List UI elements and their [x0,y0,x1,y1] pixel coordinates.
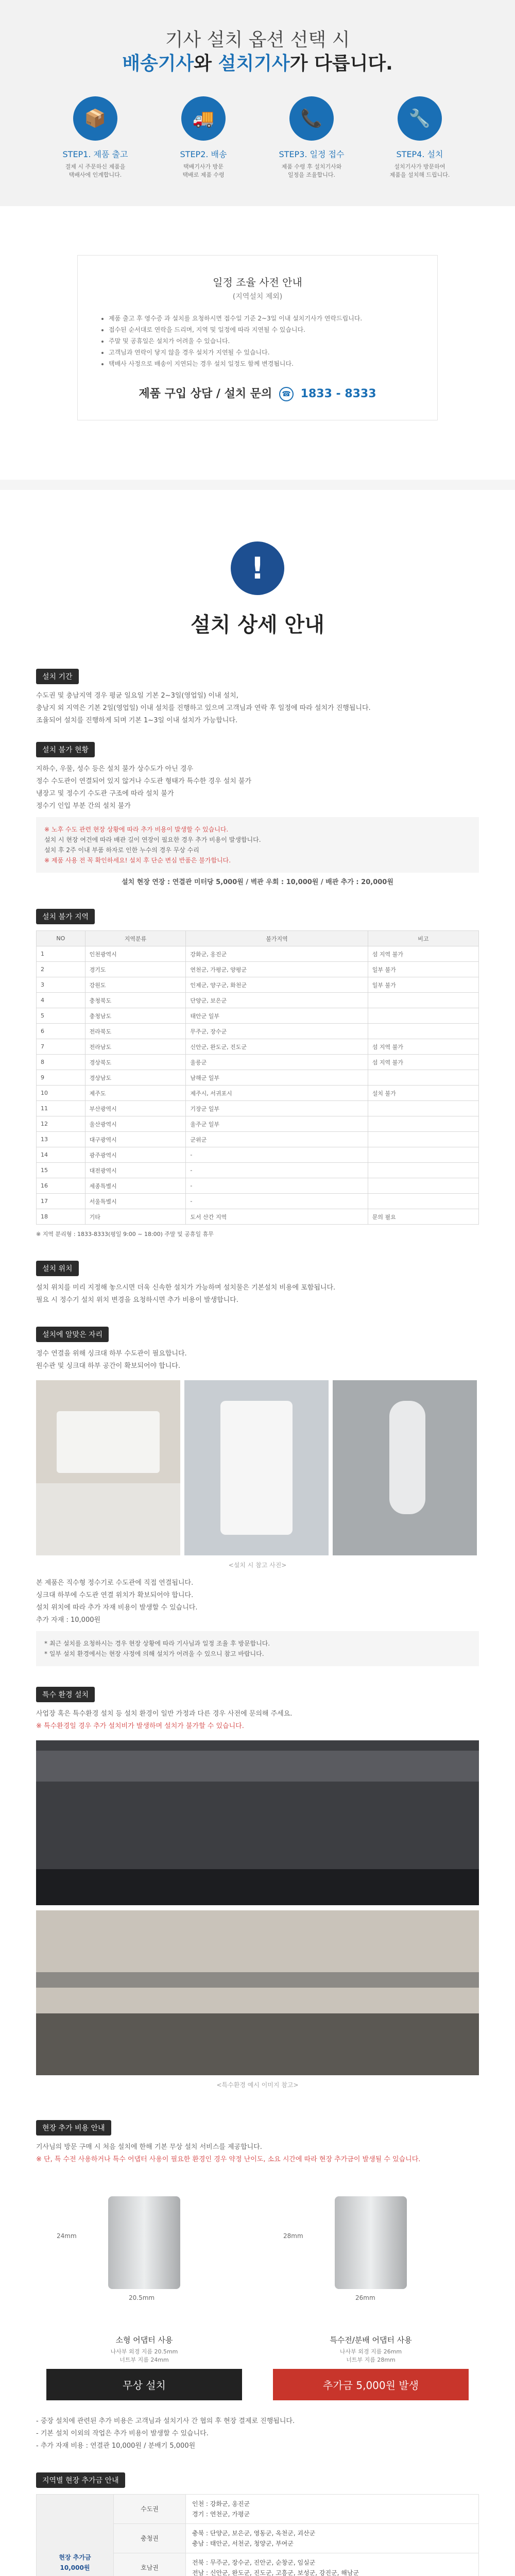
table-cell: 강원도 [85,977,186,993]
wrench-icon: 🔧 [398,96,442,141]
table-row [37,1101,479,1116]
fitting-dim-2: 24mm [57,2232,77,2240]
table-cell: 서울특별시 [85,1194,186,1209]
notice-subtitle: (지역설치 제외) [232,293,283,301]
table-cell: 경상북도 [85,1055,186,1070]
hero-line1: 기사 설치 옵션 선택 시 [165,29,350,50]
extra-cost-tag: 추가금 5,000원 발생 [273,2369,469,2400]
section-special [0,1687,515,2089]
method-line: 설치 위치를 미리 지정해 놓으시면 더욱 신속한 설치가 가능하며 설치물은 기본설치 비용에 포함됩니다. [36,1284,336,1292]
table-cell: 제주시, 서귀포시 [186,1086,368,1101]
table-cell: 18 [37,1209,85,1225]
table-cell: 5 [37,1008,85,1024]
table-row [37,1178,479,1194]
table-header-cell: 불가지역 [186,931,368,946]
table-cell: 일부 불가 [368,962,478,977]
region-list: 인천 : 강화군, 옹진군 경기 : 연천군, 가평군 [186,2495,479,2524]
table-cell: 13 [37,1132,85,1147]
table-cell: 설치 불가 [368,1086,478,1101]
fitting-note: - 중장 설치에 관련된 추가 비용은 고객님과 설치기사 간 협의 후 현장 결제로 진행됩니다. [36,2417,295,2425]
fitting-spec: 나사부 외경 지름 20.5mm 너트부 지름 24mm [110,2348,178,2363]
hero-delivery-driver: 배송기사 [122,53,194,74]
method-line: 필요 시 정수기 설치 위치 변경을 요청하시면 추가 비용이 발생합니다. [36,1296,238,1304]
table-header-cell: NO [37,931,85,946]
step-4 [381,96,458,179]
table-cell: 11 [37,1101,85,1116]
fitting-text [36,2142,479,2165]
label-region-surcharge: 지역별 현장 추가금 안내 [36,2472,125,2488]
fitting-name: 특수전/분배 어댑터 사용 [330,2335,412,2345]
location-notes [36,1578,479,1626]
table-cell: 섬 지역 불가 [368,1055,478,1070]
special-text [36,1708,479,1732]
table-cell: 단양군, 보은군 [186,993,368,1008]
photo-kitchen-3 [333,1380,477,1555]
fitting-dim-1: 26mm [355,2294,375,2301]
table-cell: - [186,1178,368,1194]
table-row [37,946,479,962]
notice-item: • 주말 및 공휴일은 설치가 어려울 수 있습니다. [109,335,417,347]
region-row [37,2495,479,2524]
table-cell: 2 [37,962,85,977]
table-cell: 6 [37,1024,85,1039]
table-cell: 연천군, 가평군, 양평군 [186,962,368,977]
table-cell: 경상남도 [85,1070,186,1086]
install-method-text [36,1282,479,1306]
photo-kitchen-1 [36,1380,180,1555]
label-region-table: 설치 불가 지역 [36,909,95,924]
install-cost-text [36,764,479,812]
table-cell: 세종특별시 [85,1178,186,1194]
table-cell [368,1116,478,1132]
table-cell: 태안군 일부 [186,1008,368,1024]
phone-icon: 📞 [289,96,334,141]
region-area: 수도권 [114,2495,186,2524]
region-table [36,930,479,1225]
cost-line: 냉장고 및 정수기 수도관 구조에 따라 설치 불가 [36,790,174,798]
table-cell: 14 [37,1147,85,1163]
phone-label: 제품 구입 상담 / 설치 문의 [139,387,272,400]
hero-banner [0,0,515,206]
table-cell [368,1194,478,1209]
fitting-notes [36,2416,479,2452]
table-cell: 울산광역시 [85,1116,186,1132]
table-cell [368,1024,478,1039]
table-cell [368,1163,478,1178]
location-note: 설치 위치에 따라 추가 자재 비용이 발생할 수 있습니다. [36,1604,198,1612]
step-title: STEP1. 제품 출고 [62,149,128,159]
table-row [37,1194,479,1209]
table-cell: 전라북도 [85,1024,186,1039]
table-cell: 무주군, 장수군 [186,1024,368,1039]
photo-kitchen-2 [184,1380,329,1555]
cost-highlight-line: 설치 시 현장 여건에 따라 배관 길이 연장이 필요한 경우 추가 비용이 발생합니다. [44,836,261,843]
region-list: 전북 : 무주군, 장수군, 진안군, 순창군, 임실군 전남 : 신안군, 완도군, 진도군, 고흥군, 보성군, 강진군, 해남군 [186,2553,479,2576]
install-period-text [36,690,479,726]
table-cell: 17 [37,1194,85,1209]
location-line: 정수 연결을 위해 싱크대 하부 수도관이 필요합니다. [36,1350,187,1358]
table-cell: - [186,1147,368,1163]
table-cell [368,1132,478,1147]
notice-list [109,313,417,369]
table-row [37,993,479,1008]
table-cell: 전라남도 [85,1039,186,1055]
table-row [37,1116,479,1132]
table-row [37,1055,479,1070]
fitting-image [46,2176,242,2330]
table-cell: 4 [37,993,85,1008]
photo-special-1 [36,1740,479,1905]
table-header-cell: 비고 [368,931,478,946]
table-row [37,1008,479,1024]
table-cell: 강화군, 옹진군 [186,946,368,962]
location-photos [36,1380,479,1555]
special-photos [36,1740,479,2075]
step-title: STEP2. 배송 [180,149,227,159]
label-install-method: 설치 위치 [36,1261,79,1276]
section-region-surcharge [0,2472,515,2576]
step-desc: 제품 수령 후 설치기사와 일정을 조율합니다. [281,163,342,178]
location-text [36,1348,479,1372]
fitting-note: - 기본 설치 이외의 작업은 추가 비용이 발생할 수 있습니다. [36,2430,209,2437]
exclamation-icon: ! [231,541,284,595]
fitting-dim-2: 28mm [283,2232,303,2240]
fitting-name: 소형 어댑터 사용 [115,2335,173,2345]
special-line: 사업장 혹은 특수환경 설치 등 설치 환경이 일반 가정과 다른 경우 사전에 문의해 주세요. [36,1710,293,1718]
fitting-row [36,2176,479,2400]
period-line: 수도권 및 충남지역 경우 평균 일요일 기본 2~3일(영업일) 이내 설치, [36,692,238,700]
notice-item: • 접수된 순서대로 연락을 드리며, 지역 및 일정에 따라 지연될 수 있습니다. [109,324,417,335]
location-caption: <설치 시 참고 사진> [228,1562,287,1569]
table-cell: 인천광역시 [85,946,186,962]
special-caption: <특수환경 예시 이미지 참고> [216,2081,299,2089]
table-cell: 충청북도 [85,993,186,1008]
table-header-cell: 지역분류 [85,931,186,946]
table-cell [368,993,478,1008]
label-fitting: 현장 추가 비용 안내 [36,2120,111,2136]
region-area: 충청권 [114,2524,186,2553]
cost-line: 정수 수도관이 연결되어 있지 않거나 수도관 형태가 특수한 경우 설치 불가 [36,777,252,785]
location-highlight-line: * 최근 설치를 요청하시는 경우 현장 상황에 따라 기사님과 일정 조율 후 방문합니다. [44,1640,270,1647]
location-note: 싱크대 하부에 수도관 연결 위치가 확보되어야 합니다. [36,1591,194,1599]
table-cell: 기타 [85,1209,186,1225]
table-cell: 일부 불가 [368,977,478,993]
notice-item: • 택배사 사정으로 배송이 지연되는 경우 설치 일정도 함께 변경됩니다. [109,358,417,369]
region-surcharge-table [36,2494,479,2576]
period-line: 조율되어 설치를 진행하게 되며 기본 1~3일 이내 설치가 가능합니다. [36,717,238,724]
table-cell: 인제군, 양구군, 화천군 [186,977,368,993]
location-note: 추가 자재 : 10,000원 [36,1616,101,1624]
table-row [37,977,479,993]
info-header [0,490,515,638]
install-cost-highlight [36,817,479,873]
cost-line: 정수기 인입 부분 간의 설치 불가 [36,802,131,810]
table-cell: 12 [37,1116,85,1132]
table-cell: 기장군 일부 [186,1101,368,1116]
contact-phone [98,385,417,401]
table-row [37,962,479,977]
free-install-tag: 무상 설치 [46,2369,242,2400]
cost-highlight-line: ※ 노후 수도 관련 현장 상황에 따라 추가 비용이 발생할 수 있습니다. [44,826,229,833]
table-row [37,1070,479,1086]
table-cell: 제주도 [85,1086,186,1101]
table-cell: 10 [37,1086,85,1101]
notice-wrap [0,206,515,420]
table-cell: 군위군 [186,1132,368,1147]
table-cell: - [186,1163,368,1178]
cost-highlight-line: ※ 제품 사용 전 꼭 확인하세요! 설치 후 단순 변심 반품은 불가합니다. [44,857,231,864]
table-cell [368,1070,478,1086]
table-cell: 광주광역시 [85,1147,186,1163]
step-desc: 설치기사가 방문하여 제품을 설치해 드립니다. [389,163,450,178]
location-line: 원수관 및 싱크대 하부 공간이 확보되어야 합니다. [36,1362,181,1370]
special-line: ※ 특수환경일 경우 추가 설치비가 발생하며 설치가 불가할 수 있습니다. [36,1722,244,1730]
table-row [37,1209,479,1225]
section-install-cost [0,742,515,888]
table-row [37,1086,479,1101]
notice-item: • 고객님과 연락이 닿지 않을 경우 설치가 지연될 수 있습니다. [109,347,417,358]
region-price: 현장 추가금 10,000원 [37,2495,114,2576]
table-cell: 대구광역시 [85,1132,186,1147]
table-cell: - [186,1194,368,1209]
location-highlight [36,1631,479,1666]
table-cell: 도서 산간 지역 [186,1209,368,1225]
fitting-line: ※ 단, 특 수전 사용하거나 특수 어댑터 사용이 필요한 환경인 경우 약정 난이도, 소요 시간에 따라 현장 추가금이 발생될 수 있습니다. [36,2156,421,2163]
divider [0,480,515,490]
table-cell: 7 [37,1039,85,1055]
table-cell: 15 [37,1163,85,1178]
box-icon: 📦 [73,96,117,141]
table-cell: 섬 지역 불가 [368,946,478,962]
fitting-card [46,2176,242,2400]
table-cell [368,1178,478,1194]
section-install-period [0,669,515,726]
table-cell: 대전광역시 [85,1163,186,1178]
phone-icon: ☎ [279,387,294,401]
cost-highlight-line: 설치 후 2주 이내 부품 하자로 인한 누수의 경우 무상 수리 [44,846,199,854]
table-cell: 9 [37,1070,85,1086]
table-cell: 신안군, 완도군, 진도군 [186,1039,368,1055]
hero-suffix: 가 다릅니다. [289,53,393,74]
period-line: 충남지 외 지역은 기본 2일(영업일) 이내 설치를 진행하고 있으며 고객님과 연락 후 일정에 따라 설치가 진행됩니다. [36,704,371,712]
table-cell: 1 [37,946,85,962]
info-title: 설치 상세 안내 [191,613,324,637]
step-3 [273,96,350,179]
fitting-note: - 추가 자재 비용 : 연결관 10,000원 / 분배기 5,000원 [36,2442,196,2450]
table-cell [368,1147,478,1163]
truck-icon: 🚚 [181,96,226,141]
table-row [37,1132,479,1147]
step-2 [165,96,242,179]
fitting-spec: 나사부 외경 지름 26mm 너트부 지름 28mm [339,2348,402,2363]
table-cell [368,1008,478,1024]
table-cell: 울주군 일부 [186,1116,368,1132]
table-cell: 섬 지역 불가 [368,1039,478,1055]
step-1 [57,96,134,179]
fitting-card [273,2176,469,2400]
table-row [37,1024,479,1039]
fitting-line: 기사님의 방문 구매 시 처음 설치에 한해 기본 무상 설치 서비스를 제공합니다. [36,2143,262,2151]
step-desc: 택배기사가 방문 택배로 제품 수령 [182,163,225,178]
cost-line: 지하수, 우물, 성수 등은 설치 불가 상수도가 아닌 경우 [36,765,194,773]
phone-number[interactable]: 1833 - 8333 [300,387,376,400]
table-cell [368,1101,478,1116]
table-cell: 8 [37,1055,85,1070]
step-title: STEP4. 설치 [396,149,443,159]
table-cell: 남해군 일부 [186,1070,368,1086]
step-desc: 결제 시 주문하신 제품을 택배사에 인계합니다. [65,163,126,178]
table-cell: 3 [37,977,85,993]
schedule-notice [77,255,438,420]
location-highlight-line: * 일부 설치 환경에서는 현장 사정에 의해 설치가 어려울 수 있으니 참고 바랍니다. [44,1650,264,1657]
region-list: 충북 : 단양군, 보은군, 영동군, 옥천군, 괴산군 충남 : 태안군, 서천군, 청양군, 부여군 [186,2524,479,2553]
step-title: STEP3. 일정 접수 [279,149,345,159]
table-cell: 부산광역시 [85,1101,186,1116]
table-cell: 경기도 [85,962,186,977]
table-note: ※ 지역 분리형 : 1833-8333(평일 9:00 ~ 18:00) 주말 및 공휴일 휴무 [36,1231,214,1238]
label-install-period: 설치 기간 [36,669,79,684]
label-special: 특수 환경 설치 [36,1687,95,1702]
table-cell: 문의 필요 [368,1209,478,1225]
steps [0,96,515,179]
section-install-method [0,1261,515,1306]
fitting-image [273,2176,469,2330]
install-cost-price: 설치 현장 연장 : 연결관 미터당 5,000원 / 벽관 우회 : 10,000원 / 배관 추가 : 20,000원 [122,878,393,886]
section-location [0,1327,515,1666]
hero-installer: 설치기사 [218,53,290,74]
table-cell: 16 [37,1178,85,1194]
notice-title: 일정 조율 사전 안내 [213,276,302,289]
table-cell: 충청남도 [85,1008,186,1024]
table-row [37,1039,479,1055]
photo-special-2 [36,1910,479,2075]
table-row [37,1147,479,1163]
table-cell: 울릉군 [186,1055,368,1070]
section-region-table [0,909,515,1240]
fitting-dim-1: 20.5mm [129,2294,155,2301]
label-location: 설치에 알맞은 자리 [36,1327,109,1342]
label-install-cost: 설치 불가 현황 [36,742,95,757]
location-note: 본 제품은 직수형 정수기로 수도관에 직접 연결됩니다. [36,1579,194,1587]
hero-line2 [0,52,515,76]
region-area: 호남권 [114,2553,186,2576]
notice-item: • 제품 출고 후 영수증 과 설치를 요청하시면 접수일 기준 2~3일 이내 설치기사가 연락드립니다. [109,313,417,324]
hero-conj: 와 [194,53,218,74]
table-row [37,1163,479,1178]
section-fitting [0,2120,515,2452]
